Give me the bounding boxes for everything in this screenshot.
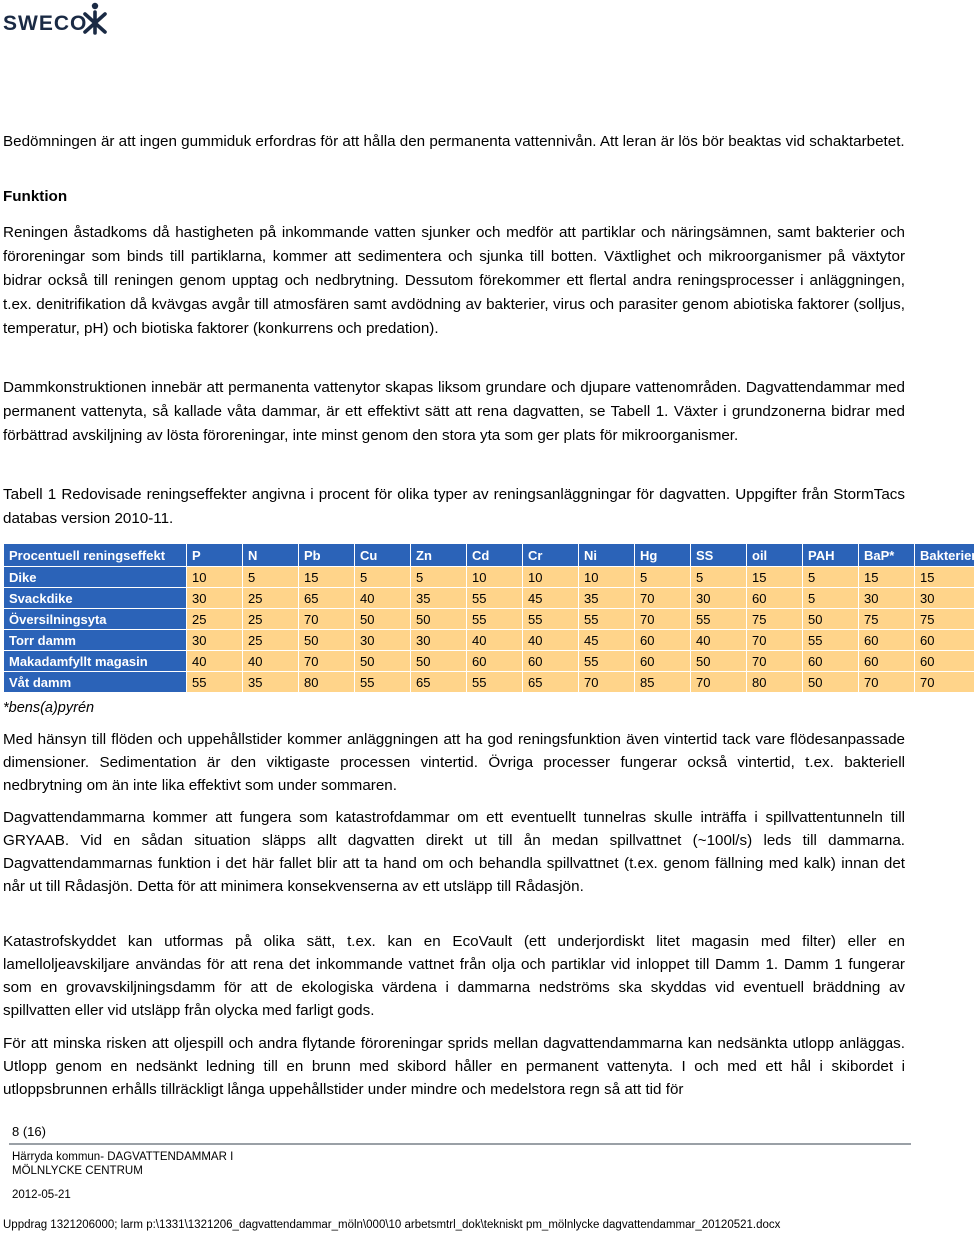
table-cell: 25 bbox=[243, 630, 299, 651]
table-cell: 55 bbox=[579, 651, 635, 672]
table-cell: 70 bbox=[635, 588, 691, 609]
footnote: *bens(a)pyrén bbox=[3, 700, 95, 716]
table-cell: 15 bbox=[747, 567, 803, 588]
table-cell: 25 bbox=[243, 588, 299, 609]
table-cell: 75 bbox=[859, 609, 915, 630]
table-cell: 60 bbox=[859, 630, 915, 651]
footer-document-path: Uppdrag 1321206000; larm p:\1331\1321206_dagvattendammar_möln\000\10 arbetsmtrl_dok\tekniskt pm_mölnlycke dagvattendammar_20120521.docx bbox=[3, 1219, 781, 1231]
table-cell: 40 bbox=[355, 588, 411, 609]
table-cell: 30 bbox=[187, 588, 243, 609]
table-header-cell: Hg bbox=[635, 544, 691, 567]
paragraph-3: Dammkonstruktionen innebär att permanenta vattenytor skapas liksom grundare och djupare vattenområden. Dagvattendammar med permanent vattenyta, så kallade våta dammar, är ett effektivt sätt att rena dagvatten, se Tabell 1. Växter i grundzonerna bidrar med förbättrad avskiljning av lösta föroreningar, inte minst genom den stora yta som ger plats för mikroorganismer. bbox=[3, 379, 905, 444]
table-cell: 60 bbox=[635, 651, 691, 672]
table-1 bbox=[3, 543, 976, 690]
table-cell: 65 bbox=[299, 588, 355, 609]
paragraph-8: För att minska risken att oljespill och andra flytande föroreningar sprids mellan dagvattendammarna kan nedsänkta utlopp anläggas. Utlopp genom en nedsänkt ledning till en brunn med skibord håller en permanent vattenyta. I och med ett hål i skibordet i utloppsbrunnen erhålls tillräckligt långa uppehållstider under mindre och medelstora regn så att tid för bbox=[3, 1035, 905, 1098]
table-cell: 80 bbox=[299, 672, 355, 693]
footer-date: 2012-05-21 bbox=[12, 1189, 71, 1201]
table-header-cell: Pb bbox=[299, 544, 355, 567]
table-cell: 50 bbox=[299, 630, 355, 651]
table-cell: 55 bbox=[467, 672, 523, 693]
table-row bbox=[4, 672, 975, 693]
table-cell: 60 bbox=[915, 630, 975, 651]
table-cell: 5 bbox=[635, 567, 691, 588]
table-cell: 5 bbox=[243, 567, 299, 588]
paragraph-2: Reningen åstadkoms då hastigheten på inkommande vatten sjunker och medför att partiklar och näringsämnen, samt bakterier och föroreningar som binds till partiklarna, kommer att sedimentera och sjunka till botten. Växtlighet och mikroorganismer på växtytor bidrar också till reningen genom upptag och nedbrytning. Dessutom förekommer ett flertal andra reningsprocesser i anläggningen, t.ex. denitrifikation då kvävgas avgår till atmosfären samt avdödning av bakterier, virus och parasiter genom abiotiska faktorer (solljus, temperatur, pH) och biotiska faktorer (konkurrens och predation). bbox=[3, 224, 905, 337]
table-cell: 50 bbox=[355, 651, 411, 672]
paragraph-6: Dagvattendammarna kommer att fungera som katastrofdammar om ett eventuellt tunnelras skulle inträffa i spillvattentunneln till GRYAAB. Vid en sådan situation släpps allt dagvatten direkt ut till ån medan spillvattnet (~100l/s) leds till dammarna. Dagvattendammarnas funktion i det här fallet blir att ta hand om och behandla spillvattnet (t.ex. genom fällning med kalk) innan det når ut till Rådasjön. Detta för att minimera konsekvenserna av ett utsläpp till Rådasjön. bbox=[3, 809, 905, 895]
table-cell: 35 bbox=[411, 588, 467, 609]
table-row-label: Svackdike bbox=[4, 588, 187, 609]
table-header-cell: Cr bbox=[523, 544, 579, 567]
table-header-cell: SS bbox=[691, 544, 747, 567]
table-header-cell: N bbox=[243, 544, 299, 567]
table-row bbox=[4, 630, 975, 651]
table-cell: 70 bbox=[299, 651, 355, 672]
table-cell: 5 bbox=[411, 567, 467, 588]
table-cell: 70 bbox=[299, 609, 355, 630]
footer-client-line1: Härryda kommun- DAGVATTENDAMMAR I bbox=[12, 1151, 234, 1163]
paragraph-5: Med hänsyn till flöden och uppehållstider kommer anläggningen att ha god reningsfunktion även vintertid tack vare flödesanpassade dimensioner. Sedimentation är den viktigaste processen vintertid. Övriga processer fungerar också vintertid, t.ex. bakteriell nedbrytning om än inte lika effektivt som under sommaren. bbox=[3, 731, 905, 794]
table-row-label: Dike bbox=[4, 567, 187, 588]
table-header-cell: oil bbox=[747, 544, 803, 567]
table-cell: 5 bbox=[691, 567, 747, 588]
table-cell: 70 bbox=[579, 672, 635, 693]
paragraph-7: Katastrofskyddet kan utformas på olika sätt, t.ex. kan en EcoVault (ett underjordiskt litet magasin med filter) eller en lamelloljeavskiljare användas för att rena det inkommande vattnet från olja och partiklar vid inloppet till Damm 1. Damm 1 fungerar som en grovavskiljningsdamm för att de ekologiska värdena i dammarna nedströms ska skyddas vid eventuell bräddning av spillvatten eller vid utsläpp från olycka med farligt gods. bbox=[3, 933, 905, 1019]
table-cell: 10 bbox=[187, 567, 243, 588]
table-cell: 40 bbox=[523, 630, 579, 651]
table-row-label: Våt damm bbox=[4, 672, 187, 693]
table-cell: 65 bbox=[411, 672, 467, 693]
table-caption: Tabell 1 Redovisade reningseffekter angivna i procent för olika typer av reningsanläggningar för dagvatten. Uppgifter från StormTacs databas version 2010-11. bbox=[3, 486, 905, 527]
table-cell: 70 bbox=[691, 672, 747, 693]
table-header-cell: PAH bbox=[803, 544, 859, 567]
table-row bbox=[4, 651, 975, 672]
table-cell: 55 bbox=[523, 609, 579, 630]
table-cell: 45 bbox=[579, 630, 635, 651]
table-cell: 70 bbox=[915, 672, 975, 693]
table-cell: 30 bbox=[411, 630, 467, 651]
table-row bbox=[4, 588, 975, 609]
table-cell: 10 bbox=[523, 567, 579, 588]
table-cell: 55 bbox=[691, 609, 747, 630]
logo-text: SWECO bbox=[3, 12, 88, 35]
table-cell: 15 bbox=[915, 567, 975, 588]
table-header-cell: P bbox=[187, 544, 243, 567]
table-cell: 50 bbox=[691, 651, 747, 672]
table-cell: 40 bbox=[187, 651, 243, 672]
table-header-cell: Procentuell reningseffekt bbox=[4, 544, 187, 567]
table-cell: 40 bbox=[243, 651, 299, 672]
table-header-cell: Ni bbox=[579, 544, 635, 567]
sweco-asterisk-icon bbox=[82, 2, 108, 34]
table-header-cell: Zn bbox=[411, 544, 467, 567]
paragraph-1: Bedömningen är att ingen gummiduk erfordras för att hålla den permanenta vattennivån. Att leran är lös bör beaktas vid schaktarbetet. bbox=[3, 133, 905, 150]
table-row bbox=[4, 609, 975, 630]
table-cell: 5 bbox=[803, 567, 859, 588]
heading-funktion: Funktion bbox=[3, 188, 68, 205]
table-cell: 40 bbox=[691, 630, 747, 651]
table-cell: 35 bbox=[579, 588, 635, 609]
table-cell: 55 bbox=[579, 609, 635, 630]
table-cell: 60 bbox=[467, 651, 523, 672]
table-cell: 40 bbox=[467, 630, 523, 651]
table-header-cell: Cd bbox=[467, 544, 523, 567]
table-cell: 25 bbox=[243, 609, 299, 630]
table-cell: 15 bbox=[299, 567, 355, 588]
table-cell: 30 bbox=[915, 588, 975, 609]
table-cell: 60 bbox=[635, 630, 691, 651]
table-cell: 55 bbox=[187, 672, 243, 693]
table-cell: 60 bbox=[803, 651, 859, 672]
table-cell: 10 bbox=[579, 567, 635, 588]
table-cell: 30 bbox=[187, 630, 243, 651]
table-header-row bbox=[4, 544, 975, 567]
table-cell: 5 bbox=[803, 588, 859, 609]
table-cell: 80 bbox=[747, 672, 803, 693]
table-cell: 25 bbox=[187, 609, 243, 630]
table-cell: 35 bbox=[243, 672, 299, 693]
table-cell: 60 bbox=[915, 651, 975, 672]
table-cell: 5 bbox=[355, 567, 411, 588]
table-row-label: Torr damm bbox=[4, 630, 187, 651]
table-cell: 55 bbox=[803, 630, 859, 651]
table-cell: 70 bbox=[747, 630, 803, 651]
table-header-cell: Cu bbox=[355, 544, 411, 567]
table-cell: 55 bbox=[467, 588, 523, 609]
table-cell: 60 bbox=[747, 588, 803, 609]
purification-effect-table bbox=[3, 543, 975, 693]
table-cell: 55 bbox=[355, 672, 411, 693]
table-cell: 15 bbox=[859, 567, 915, 588]
table-cell: 50 bbox=[411, 609, 467, 630]
table-cell: 85 bbox=[635, 672, 691, 693]
table-cell: 10 bbox=[467, 567, 523, 588]
table-header-cell: Bakterier bbox=[915, 544, 975, 567]
table-cell: 70 bbox=[747, 651, 803, 672]
table-cell: 30 bbox=[859, 588, 915, 609]
table-cell: 70 bbox=[859, 672, 915, 693]
table-cell: 45 bbox=[523, 588, 579, 609]
table-cell: 65 bbox=[523, 672, 579, 693]
table-cell: 75 bbox=[915, 609, 975, 630]
table-cell: 50 bbox=[411, 651, 467, 672]
table-cell: 30 bbox=[355, 630, 411, 651]
table-row-label: Översilningsyta bbox=[4, 609, 187, 630]
table-cell: 60 bbox=[859, 651, 915, 672]
table-cell: 50 bbox=[803, 672, 859, 693]
footer-divider bbox=[9, 1143, 911, 1145]
table-row-label: Makadamfyllt magasin bbox=[4, 651, 187, 672]
table-cell: 50 bbox=[803, 609, 859, 630]
table-cell: 30 bbox=[691, 588, 747, 609]
table-cell: 70 bbox=[635, 609, 691, 630]
table-row bbox=[4, 567, 975, 588]
table-cell: 55 bbox=[467, 609, 523, 630]
table-cell: 75 bbox=[747, 609, 803, 630]
page-number: 8 (16) bbox=[12, 1124, 46, 1139]
footer-client-line2: MÖLNLYCKE CENTRUM bbox=[12, 1165, 143, 1177]
table-cell: 60 bbox=[523, 651, 579, 672]
table-header-cell: BaP* bbox=[859, 544, 915, 567]
table-cell: 50 bbox=[355, 609, 411, 630]
